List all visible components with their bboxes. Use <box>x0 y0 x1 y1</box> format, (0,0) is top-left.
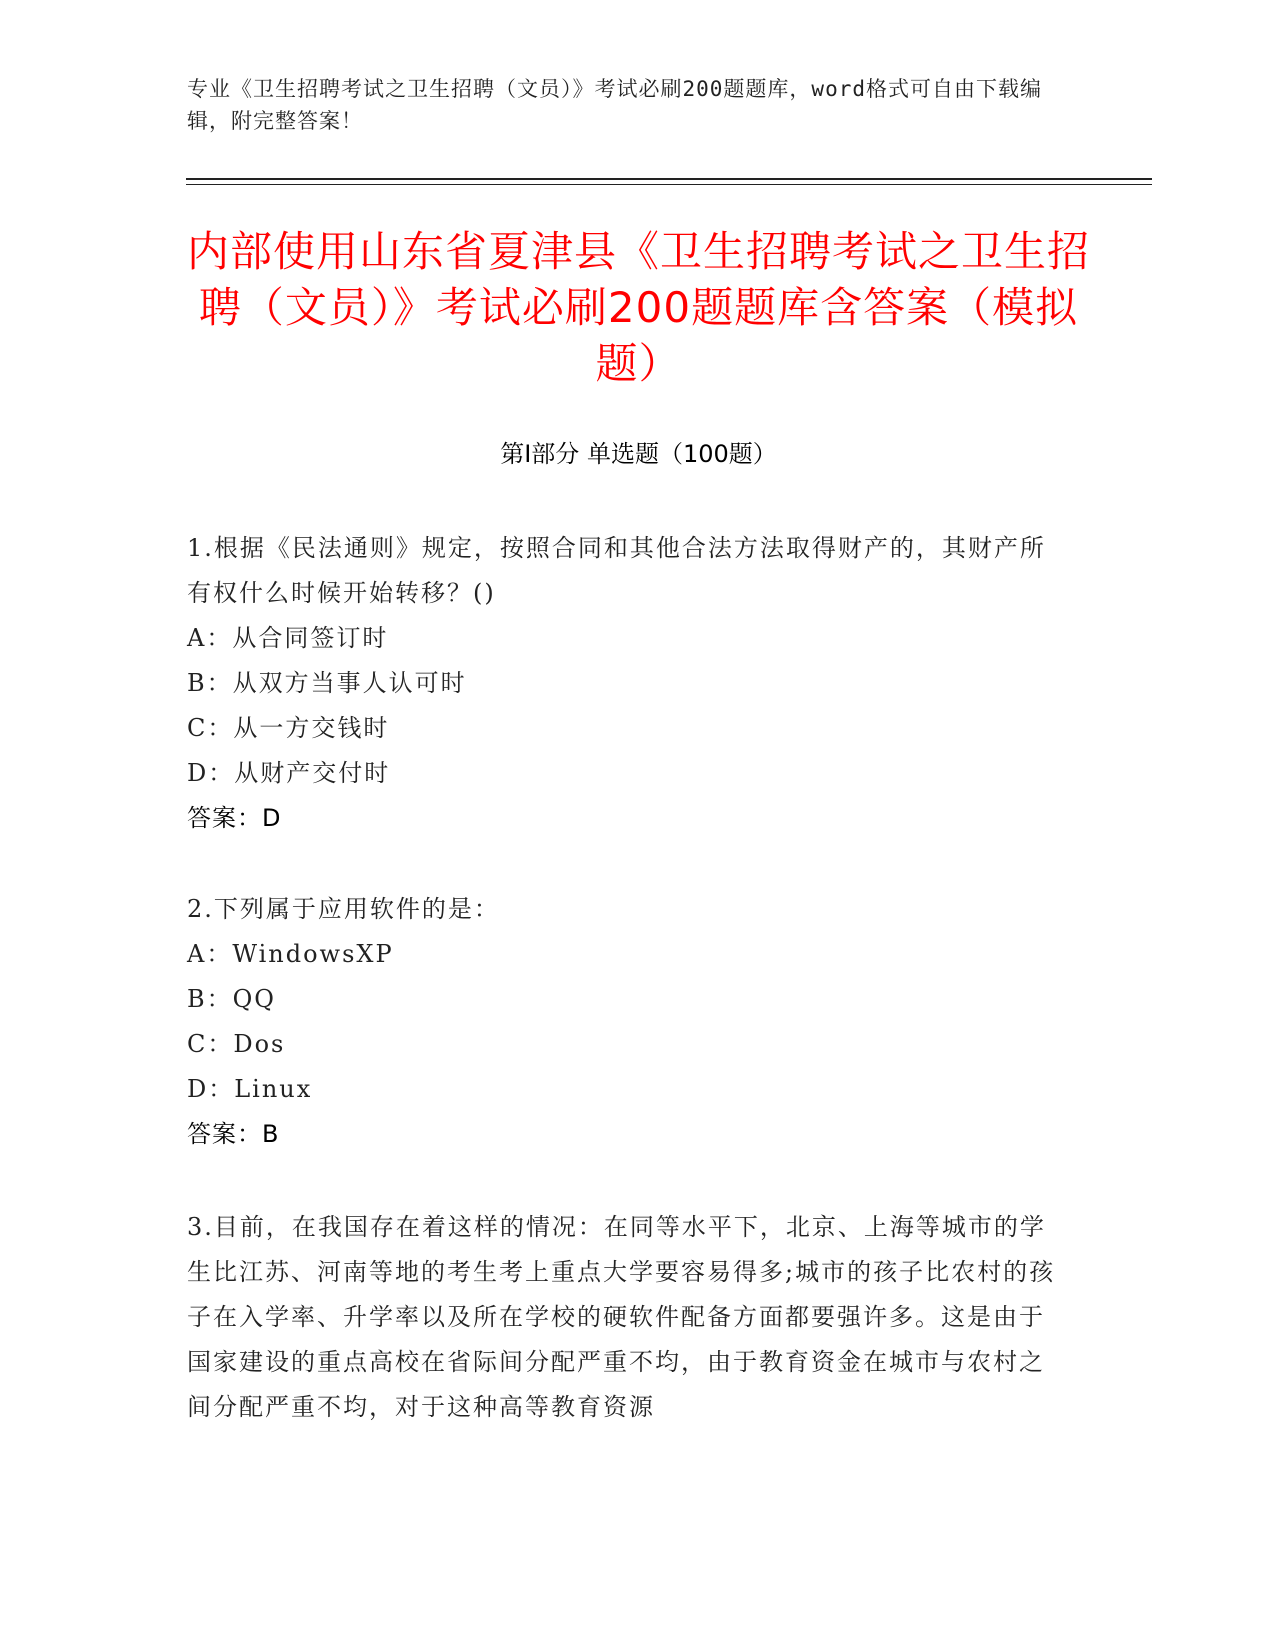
option-a: A：从合同签订时 <box>187 624 389 652</box>
section-heading: 第Ⅰ部分 单选题（100题） <box>500 440 777 468</box>
option-b: B：QQ <box>187 985 276 1013</box>
option-c: C：从一方交钱时 <box>187 714 390 742</box>
option-d: D：Linux <box>187 1075 313 1103</box>
header-note: 专业《卫生招聘考试之卫生招聘（文员）》考试必刷200题题库，word格式可自由下载编辑，附完整答案！ <box>187 77 1042 133</box>
option-a: A：WindowsXP <box>187 940 394 968</box>
question-2 <box>187 887 1067 1157</box>
answer: 答案：D <box>187 804 282 832</box>
question-1 <box>187 526 1067 841</box>
question-stem: 3.目前，在我国存在着这样的情况：在同等水平下，北京、上海等城市的学生比江苏、河南等地的考生考上重点大学要容易得多;城市的孩子比农村的孩子在入学率、升学率以及所在学校的硬软件配备方面都要强许多。这是由于国家建设的重点高校在省际间分配严重不均，由于教育资金在城市与农村之间分配严重不均，对于这种高等教育资源 <box>187 1213 1056 1421</box>
question-stem: 2.下列属于应用软件的是： <box>187 895 500 923</box>
question-stem: 1.根据《民法通则》规定，按照合同和其他合法方法取得财产的，其财产所有权什么时候开始转移？() <box>187 534 1046 607</box>
option-d: D：从财产交付时 <box>187 759 391 787</box>
option-c: C：Dos <box>187 1030 286 1058</box>
document-title: 内部使用山东省夏津县《卫生招聘考试之卫生招聘（文员）》考试必刷200题题库含答案（模拟题） <box>186 227 1090 388</box>
header-divider-thin <box>186 184 1152 185</box>
option-b: B：从双方当事人认可时 <box>187 669 467 697</box>
question-3 <box>187 1205 1067 1430</box>
header-divider-thick <box>186 178 1152 180</box>
answer: 答案：B <box>187 1120 280 1148</box>
